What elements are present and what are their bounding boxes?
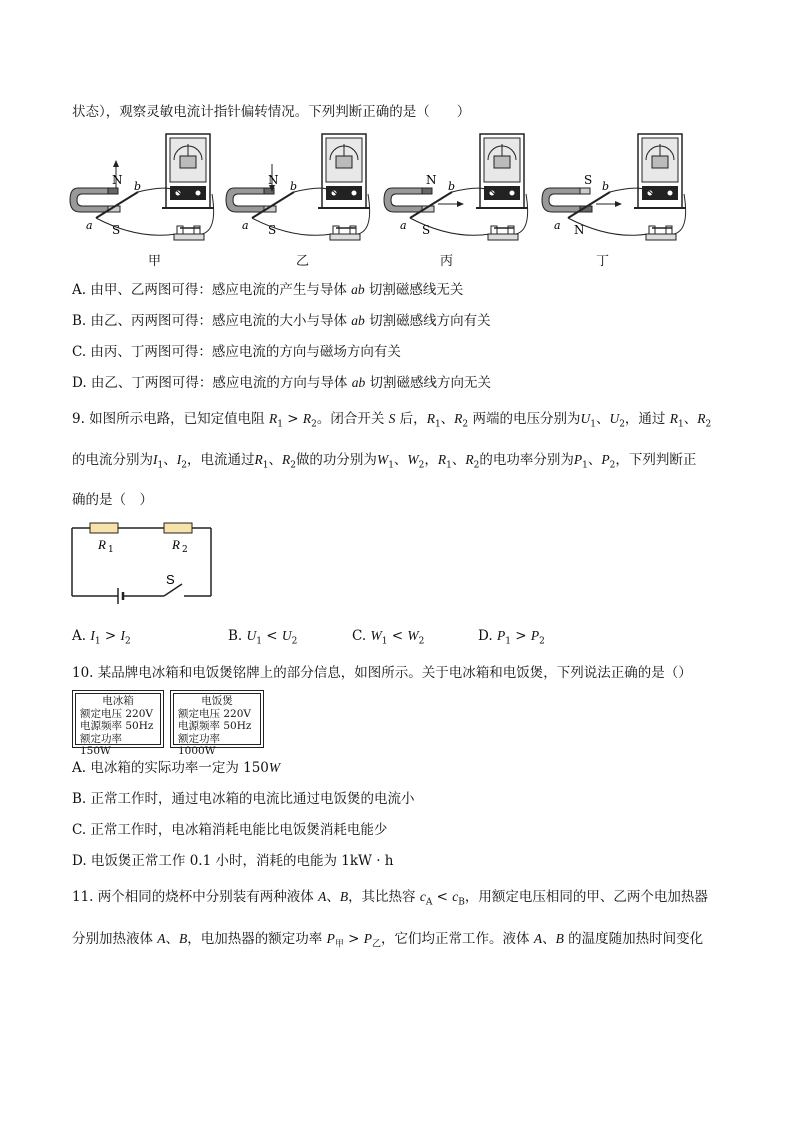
caption-yi: 乙 bbox=[296, 254, 310, 269]
r2-label: R bbox=[172, 537, 180, 552]
svg-text:b: b bbox=[290, 180, 298, 193]
caption-jia: 甲 bbox=[148, 254, 162, 269]
nameplate-row: 电源频率 50Hz bbox=[178, 720, 252, 732]
caption-ding: 丁 bbox=[596, 254, 610, 269]
r1-sub: 1 bbox=[108, 545, 114, 555]
svg-text:b: b bbox=[448, 180, 456, 193]
nameplate-fridge bbox=[72, 690, 164, 757]
caption-bing: 丙 bbox=[440, 254, 454, 269]
q9-option-c[interactable]: C. $W_1 < W_2$ bbox=[352, 628, 425, 647]
svg-text:S: S bbox=[112, 223, 121, 237]
q8-option-b[interactable]: B. 由乙、丙两图可得：感应电流的大小与导体 ab 切割磁感线方向有关 bbox=[72, 313, 491, 329]
q8-option-c[interactable]: C. 由丙、丁两图可得：感应电流的方向与磁场方向有关 bbox=[72, 344, 401, 360]
q9-line-3: 确的是（ ） bbox=[72, 492, 153, 508]
q8-option-a[interactable]: A. 由甲、乙两图可得：感应电流的产生与导体 ab 切割磁感线无关 bbox=[72, 282, 464, 298]
nameplate-row: 额定电压 220V bbox=[178, 707, 251, 720]
q9-line-1: 9. 如图所示电路，已知定值电阻 $R_1 > R_2$。闭合开关 S 后，$R_1$、$R_2$ 两端的电压分别为$U_1$、$U_2$，通过 $R_1$、$R_2$ bbox=[72, 411, 712, 430]
svg-text:N: N bbox=[268, 173, 279, 187]
q9-line-2: 的电流分别为$I_1$、$I_2$，电流通过$R_1$、$R_2$做的功分别为$W_1$、$W_2$，$R_1$、$R_2$的电功率分别为$P_1$、$P_2$，下列判断正 bbox=[72, 452, 697, 471]
svg-text:a: a bbox=[242, 219, 249, 232]
q9-option-a[interactable]: A. $I_1 > I_2$ bbox=[72, 628, 131, 647]
q9-option-d[interactable]: D. $P_1 > P_2$ bbox=[478, 628, 545, 647]
q9-circuit bbox=[70, 518, 220, 608]
q10-option-b[interactable]: B. 正常工作时，通过电冰箱的电流比通过电饭煲的电流小 bbox=[72, 791, 415, 807]
q11-line-2: 分别加热液体 A、B，电加热器的额定功率 $P_甲 > P_乙$，它们均正常工作。液体 A、B 的温度随加热时间变化 bbox=[72, 931, 704, 950]
q10-stem: 10. 某品牌电冰箱和电饭煲铭牌上的部分信息，如图所示。关于电冰箱和电饭煲，下列说法正确的是（） bbox=[72, 665, 692, 681]
svg-text:a: a bbox=[86, 219, 93, 232]
figure-bing bbox=[384, 134, 528, 240]
figure-ding bbox=[542, 134, 686, 240]
q10-option-d[interactable]: D. 电饭煲正常工作 0.1 小时，消耗的电能为 1kW · h bbox=[72, 853, 394, 869]
nameplate-title: 电饭煲 bbox=[201, 695, 233, 707]
q11-line-1: 11. 两个相同的烧杯中分别装有两种液体 A、B，其比热容 $c_A < c_B$，用额定电压相同的甲、乙两个电加热器 bbox=[72, 889, 708, 908]
q10-option-a[interactable]: A. 电冰箱的实际功率一定为 150W bbox=[72, 760, 281, 776]
svg-text:a: a bbox=[554, 219, 561, 232]
svg-text:S: S bbox=[268, 223, 277, 237]
nameplate-row: 电源频率 50Hz bbox=[80, 720, 154, 732]
nameplate-rice-cooker bbox=[170, 690, 264, 757]
switch-label: S bbox=[166, 572, 175, 587]
svg-text:N: N bbox=[574, 223, 585, 237]
figure-yi bbox=[226, 134, 370, 240]
q8-option-d[interactable]: D. 由乙、丁两图可得：感应电流的方向与导体 ab 切割磁感线方向无关 bbox=[72, 375, 492, 391]
svg-text:N: N bbox=[112, 173, 123, 187]
q8-figures bbox=[68, 130, 708, 270]
r1-label: R bbox=[98, 537, 106, 552]
svg-text:b: b bbox=[134, 180, 142, 193]
q10-option-c[interactable]: C. 正常工作时，电冰箱消耗电能比电饭煲消耗电能少 bbox=[72, 822, 388, 838]
svg-text:S: S bbox=[422, 223, 431, 237]
svg-text:N: N bbox=[426, 173, 437, 187]
nameplate-row: 额定功率 1000W bbox=[178, 732, 220, 757]
figure-jia bbox=[70, 134, 214, 240]
r2-sub: 2 bbox=[182, 545, 188, 555]
svg-text:a: a bbox=[400, 219, 407, 232]
svg-text:b: b bbox=[602, 180, 610, 193]
q9-option-b[interactable]: B. $U_1 < U_2$ bbox=[228, 628, 298, 647]
nameplate-title: 电冰箱 bbox=[102, 695, 134, 707]
nameplate-row: 额定电压 220V bbox=[80, 707, 153, 720]
nameplate-row: 额定功率 150W bbox=[80, 732, 122, 757]
q8-intro: 状态），观察灵敏电流计指针偏转情况。下列判断正确的是（ ） bbox=[72, 104, 471, 120]
svg-text:S: S bbox=[584, 173, 593, 187]
